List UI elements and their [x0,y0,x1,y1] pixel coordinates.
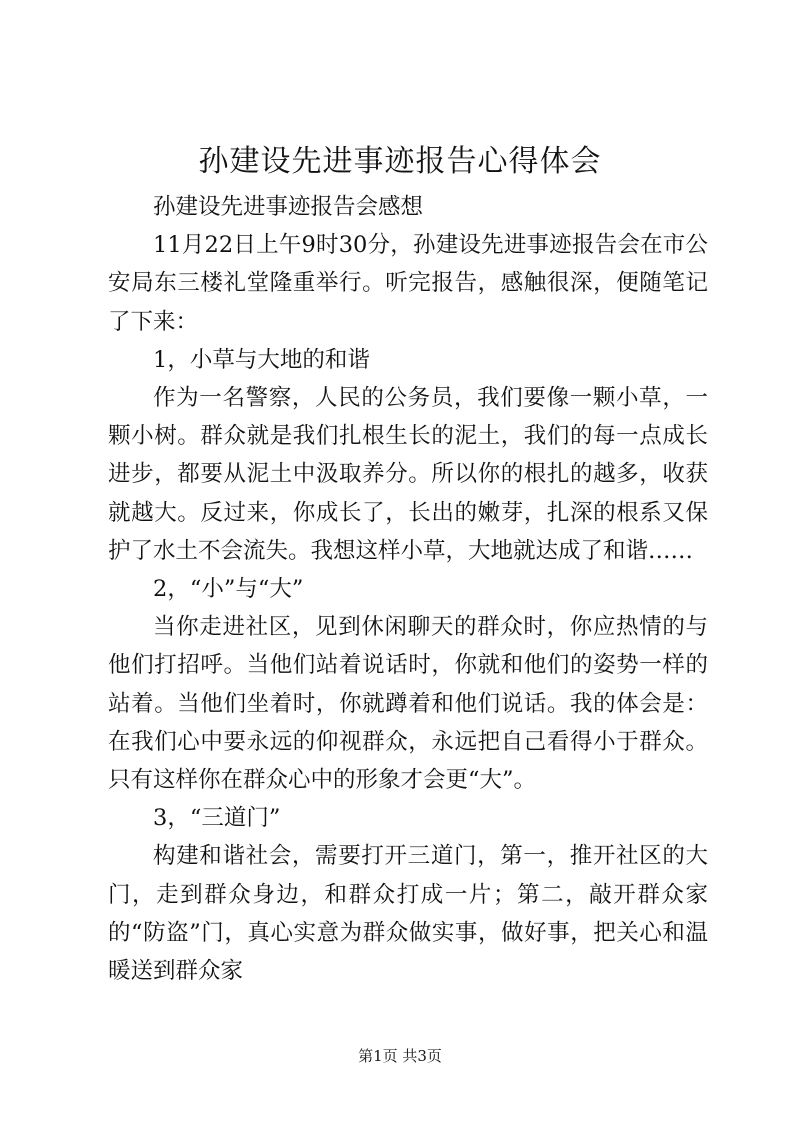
section-heading-2: 2，“小”与“大” [153,576,304,603]
subtitle-paragraph: 孙建设先进事迹报告会感想 [153,194,424,220]
section-paragraph-3: 构建和谐社会，需要打开三道门，第一，推开社区的大门，走到群众身边，和群众打成一片；第二，敲开群众家的“防盗”门，真心实意为群众做实事，做好事，把关心和温暖送到群众家 [108,843,708,985]
intro-paragraph: 11月22日上午9时30分，孙建设先进事迹报告会在市公安局东三楼礼堂隆重举行。听完报告，感触很深，便随笔记了下来： [108,232,708,335]
section-heading-3: 3，“三道门” [153,805,281,832]
document-body [108,188,708,990]
section-heading-1: 1，小草与大地的和谐 [153,346,370,373]
section-paragraph-1: 作为一名警察，人民的公务员，我们要像一颗小草，一颗小树。群众就是我们扎根生长的泥土，我们的每一点成长进步，都要从泥土中汲取养分。所以你的根扎的越多，收获就越大。反过来，你成长了，长出的嫩芽，扎深的根系又保护了水土不会流失。我想这样小草，大地就达成了和谐…… [108,385,708,564]
section-paragraph-2: 当你走进社区，见到休闲聊天的群众时，你应热情的与他们打招呼。当他们站着说话时，你就和他们的姿势一样的站着。当他们坐着时，你就蹲着和他们说话。我的体会是：在我们心中要永远的仰视群众，永远把自己看得小于群众。只有这样你在群众心中的形象才会更“大”。 [108,614,708,794]
document-title: 孙建设先进事迹报告心得体会 [198,144,602,179]
page-footer: 第1页 共3页 [358,1047,442,1065]
